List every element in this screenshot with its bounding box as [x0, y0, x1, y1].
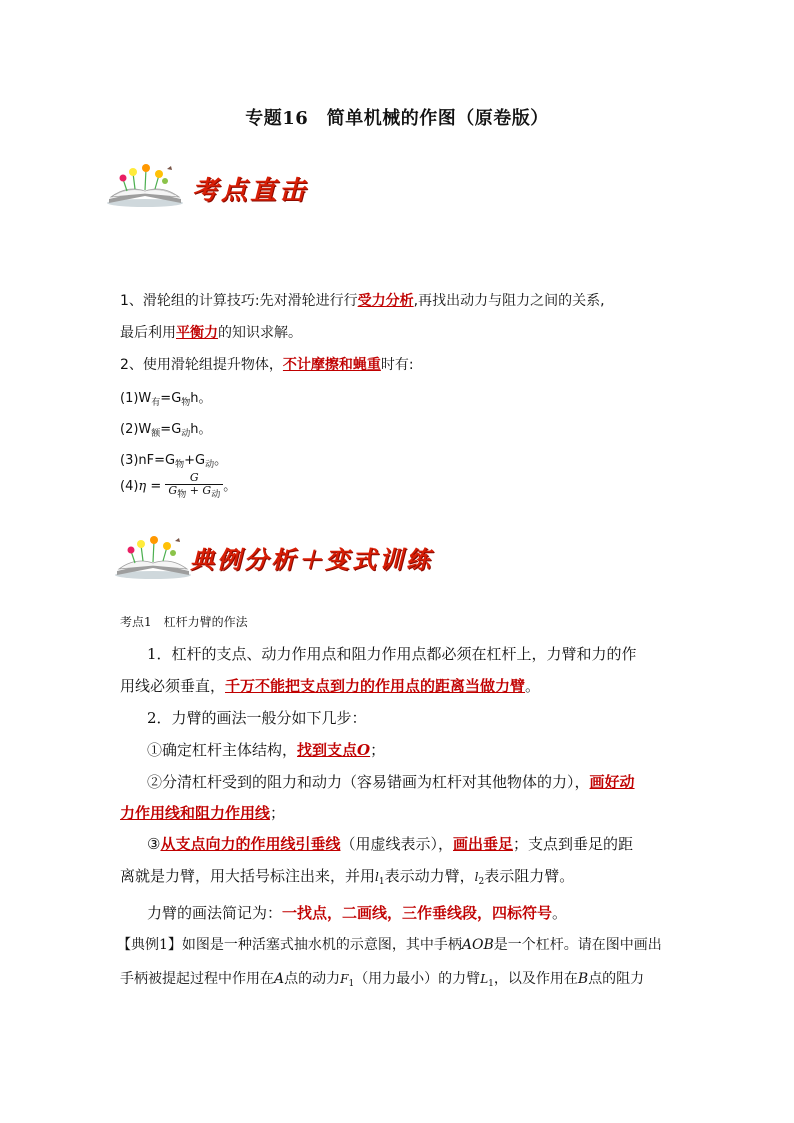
subscript: 物 — [175, 460, 185, 470]
text-span: (1)W — [120, 391, 152, 406]
text-span: （用力最小）的力臂 — [354, 971, 481, 987]
highlight-text — [297, 741, 370, 759]
text-span: 最后利用 — [120, 325, 176, 341]
text-span: 离就是力臂，用大括号标注出来，并用 — [120, 867, 376, 885]
efficiency-fraction — [165, 472, 223, 501]
text-span: 力臂的画法简记为： — [147, 904, 283, 922]
point-label: O — [357, 741, 371, 759]
highlight-text: 画出垂足 — [452, 835, 513, 853]
text-span: h。 — [190, 391, 212, 406]
paragraph-line — [120, 802, 285, 823]
text-span: =G — [160, 391, 182, 406]
subscript: 1 — [488, 979, 494, 989]
symbol-l1: l — [375, 870, 379, 884]
subscript: 动 — [205, 460, 215, 470]
text-span: (3)nF=G — [120, 453, 176, 468]
symbol-l2: l — [474, 870, 479, 884]
subscript: 物 — [181, 398, 191, 408]
text-span: ；支点到垂足的距 — [513, 835, 634, 853]
highlight-text: 力作用线和阻力作用线 — [120, 804, 271, 822]
text-span: 1、滑轮组的计算技巧:先对滑轮进行行 — [120, 293, 358, 309]
text-span: ①确定杠杆主体结构， — [147, 741, 298, 759]
point-label: B — [577, 971, 589, 987]
force-symbol: F — [340, 972, 349, 986]
text-span: 是一个杠杆。请在图中画出 — [493, 937, 662, 953]
paragraph-line: 1．杠杆的支点、动力作用点和阻力作用点都必须在杠杆上，力臂和力的作 — [147, 645, 637, 663]
text-span: ，以及作用在 — [493, 971, 578, 987]
text-span: =G — [160, 422, 182, 437]
paragraph-line — [147, 833, 633, 854]
page-title: 专题16 简单机械的作图（原卷版） — [245, 108, 549, 129]
book-illustration-1 — [105, 163, 185, 208]
subscript: 1 — [378, 877, 385, 887]
arm-symbol: L — [480, 972, 489, 986]
eta-symbol: η — [138, 479, 147, 494]
text-span: 手柄被提起过程中作用在 — [120, 971, 274, 987]
example-line — [117, 934, 662, 954]
text-span: G — [168, 484, 178, 498]
text-span: 点的阻力 — [588, 971, 645, 987]
open-book-icon — [105, 163, 185, 208]
text-span: = — [146, 479, 166, 494]
text-span: 点的动力 — [284, 971, 341, 987]
subscript: 有 — [151, 398, 161, 408]
text-span: 2、使用滑轮组提升物体， — [120, 357, 283, 373]
fraction-numerator: G — [165, 472, 223, 485]
text-span: 的知识求解。 — [218, 325, 302, 341]
text-span: 。 — [223, 479, 237, 494]
fraction-denominator — [165, 485, 223, 501]
example-line — [120, 968, 644, 989]
text-span: 用线必须垂直， — [120, 677, 226, 695]
text-span: 。 — [214, 453, 228, 468]
open-book-icon — [113, 535, 193, 580]
text-span: + G — [186, 484, 212, 498]
text-span: ,再找出动力与阻力之间的关系, — [413, 293, 605, 309]
section-heading: 考点1 杠杆力臂的作法 — [120, 615, 248, 629]
text-span: 表示动力臂， — [384, 867, 475, 885]
paragraph-line — [120, 675, 540, 696]
subscript: 动 — [181, 429, 191, 439]
formula-1 — [120, 387, 212, 408]
lever-label: AOB — [461, 937, 494, 953]
text-line — [120, 354, 414, 374]
text-span: 时有: — [380, 357, 414, 373]
subscript: 1 — [348, 979, 355, 989]
paragraph-line — [120, 865, 574, 887]
text-span: ； — [370, 741, 386, 759]
paragraph-line: 2．力臂的画法一般分如下几步： — [147, 709, 367, 727]
subscript: 2 — [478, 877, 485, 887]
text-line — [120, 290, 605, 310]
highlight-text: 千万不能把支点到力的作用点的距离当做力臂 — [225, 677, 526, 695]
section-banner-dianli: 典例分析＋变式训练 — [190, 545, 433, 574]
text-span: 【典例1】如图是一种活塞式抽水机的示意图，其中手柄 — [117, 937, 462, 953]
subscript: 动 — [211, 490, 221, 501]
paragraph-line — [147, 739, 385, 760]
highlight-text: 平衡力 — [176, 325, 218, 341]
highlight-text: 画好动 — [589, 773, 635, 791]
text-line — [120, 322, 302, 342]
text-span: ③ — [147, 835, 161, 853]
text-span: （用虚线表示）， — [340, 835, 453, 853]
text-span: ②分清杠杆受到的阻力和动力（容易错画为杠杆对其他物体的力）， — [147, 773, 590, 791]
paragraph-line — [147, 902, 567, 923]
subscript: 物 — [177, 490, 187, 501]
highlight-text: 从支点向力的作用线引垂线 — [160, 835, 341, 853]
formula-4 — [120, 472, 236, 501]
formula-3 — [120, 449, 227, 470]
text-span: h。 — [190, 422, 212, 437]
subscript: 额 — [151, 429, 161, 439]
book-illustration-2 — [113, 535, 193, 580]
highlight-text: 受力分析 — [357, 293, 414, 309]
highlight-text: 不计摩擦和蝇重 — [282, 357, 381, 373]
text-span: 。 — [552, 904, 568, 922]
text-span: 找到支点 — [297, 741, 358, 759]
text-span: ； — [270, 804, 286, 822]
formula-2 — [120, 418, 212, 439]
text-span: +G — [184, 453, 206, 468]
text-span: 表示阻力臂。 — [484, 867, 575, 885]
point-label: A — [274, 971, 285, 987]
text-span: 。 — [525, 677, 541, 695]
text-span: (4) — [120, 479, 139, 494]
highlight-text: 一找点，二画线，三作垂线段，四标符号 — [282, 904, 553, 922]
section-banner-kaodian: 考点直击 — [192, 176, 309, 206]
paragraph-line — [147, 771, 635, 792]
text-span: (2)W — [120, 422, 152, 437]
